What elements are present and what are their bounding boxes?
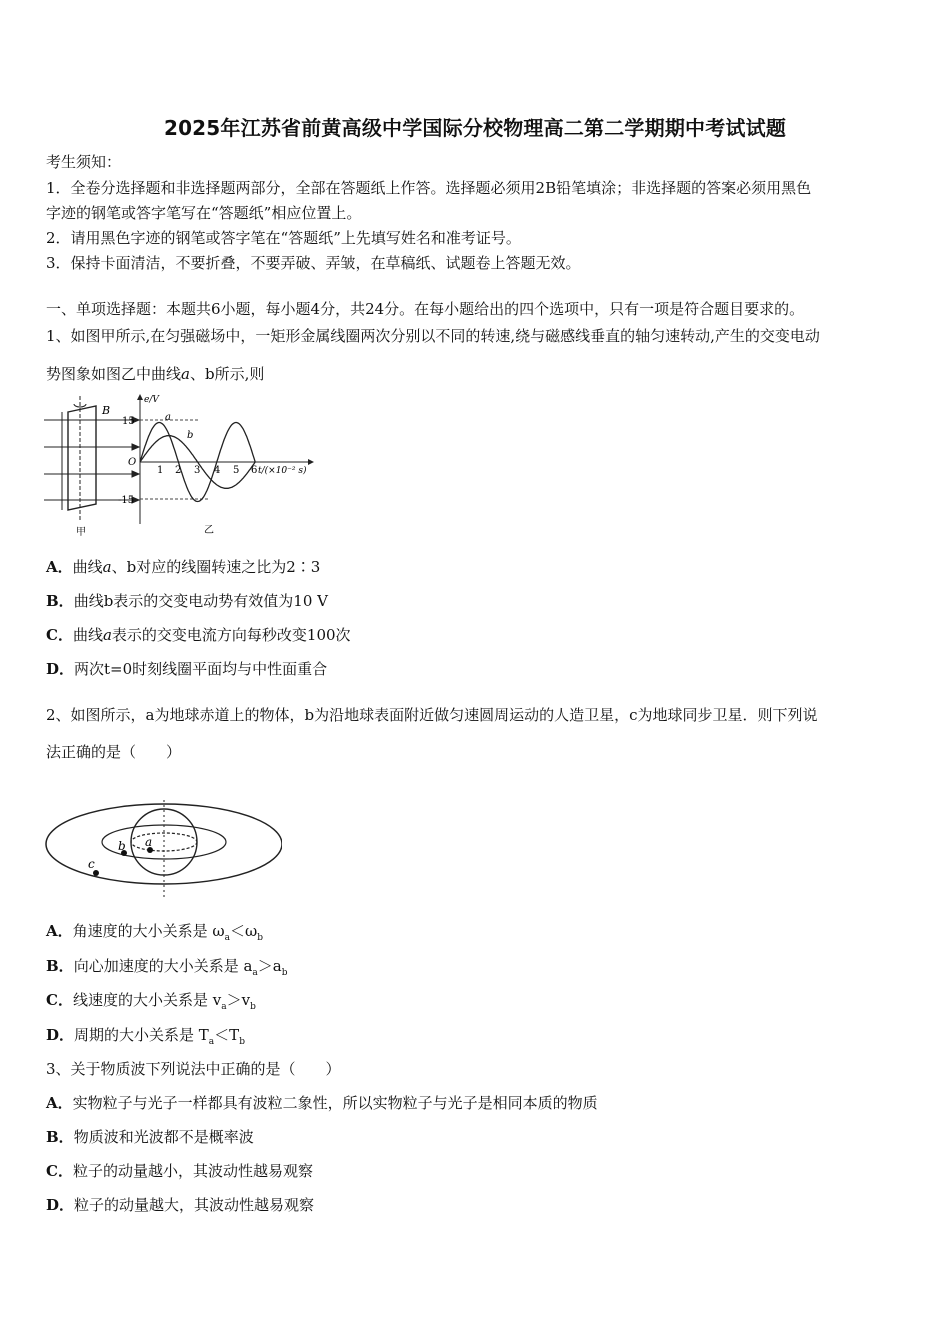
tick-t4: 4 <box>214 465 221 476</box>
tick-15: 15 <box>122 416 135 427</box>
q1-stem: 1、如图甲所示,在匀强磁场中，一矩形金属线圈两次分别以不同的转速,绕与磁感线垂直的轴匀速转动,产生的交变电动 <box>46 327 820 345</box>
arrow-icon <box>308 459 314 465</box>
option-text: 曲线b表示的交变电动势有效值为10 V <box>73 592 328 610</box>
option-letter: C． <box>46 1162 73 1180</box>
notice-item-1-cont: 字迹的钢笔或答字笔写在“答题纸”相应位置上。 <box>46 204 362 222</box>
subscript: a <box>208 1037 215 1047</box>
q2-orbit-figure <box>42 782 282 902</box>
q2-stem: 2、如图所示，a为地球赤道上的物体，b为沿地球表面附近做匀速圆周运动的人造卫星，c为地球同步卫星．则下列说 <box>46 706 818 724</box>
q1-option-d[interactable] <box>46 659 327 679</box>
option-letter: A． <box>46 558 73 576</box>
option-letter: D． <box>46 1196 75 1214</box>
section-heading: 一、单项选择题：本题共6小题，每小题4分，共24分。在每小题给出的四个选项中，只有一项是符合题目要求的。 <box>46 300 805 318</box>
option-letter: B． <box>46 1128 74 1146</box>
arrow-icon <box>132 444 139 450</box>
option-text: 粒子的动量越大，其波动性越易观察 <box>74 1196 315 1214</box>
q3-option-c[interactable] <box>46 1161 313 1181</box>
option-var: a <box>102 626 112 644</box>
option-text: 曲线 <box>72 558 103 576</box>
arrow-icon <box>132 471 139 477</box>
label-c: c <box>88 857 95 871</box>
curve-a-label: a <box>165 412 171 423</box>
option-text: 物质波和光波都不是概率波 <box>73 1128 254 1146</box>
q1-option-c[interactable] <box>46 625 351 645</box>
option-letter: D． <box>46 1026 75 1044</box>
label-a: a <box>145 835 153 849</box>
tick-t3: 3 <box>194 465 201 476</box>
option-letter: A． <box>46 1094 73 1112</box>
q1-option-b[interactable] <box>46 591 328 611</box>
option-letter: B． <box>46 592 74 610</box>
q3-option-b[interactable] <box>46 1127 254 1147</box>
option-letter: D． <box>46 660 75 678</box>
subscript: b <box>257 933 264 943</box>
option-text: 线速度的大小关系是 v <box>72 991 222 1009</box>
option-text: 周期的大小关系是 T <box>74 1026 209 1044</box>
option-text: 实物粒子与光子一样都具有波粒二象性，所以实物粒子与光子是相同本质的物质 <box>72 1094 598 1112</box>
option-text-2: ＜T <box>214 1026 240 1044</box>
option-text-2: 表示的交变电流方向每秒改变100次 <box>111 626 351 644</box>
option-text: 两次t=0时刻线圈平面均与中性面重合 <box>74 660 328 678</box>
tick-t5: 5 <box>233 465 240 476</box>
option-letter: C． <box>46 626 73 644</box>
option-text: 曲线 <box>72 626 103 644</box>
option-text: 向心加速度的大小关系是 a <box>73 957 253 975</box>
t-axis-label: t/(×10⁻² s) <box>258 466 307 476</box>
subscript: a <box>252 968 258 978</box>
page-title: 2025年江苏省前黄高级中学国际分校物理高二第二学期期中考试试题 <box>163 116 787 140</box>
subscript: b <box>239 1037 245 1047</box>
q1-option-a[interactable] <box>46 557 320 577</box>
field-label-B: B <box>102 404 111 417</box>
option-letter: C． <box>46 991 73 1009</box>
q1-stem-text: 势图象如图乙中曲线 <box>46 365 182 383</box>
emf-graph <box>118 394 314 536</box>
option-text-2: ＜ω <box>230 922 258 940</box>
q1-stem-cont <box>46 364 264 384</box>
tick-t2: 2 <box>175 465 182 476</box>
coil-rectangle <box>68 406 96 510</box>
figure-label-yi: 乙 <box>204 525 214 536</box>
q2-option-b[interactable] <box>46 956 288 983</box>
q3-option-a[interactable] <box>46 1093 598 1113</box>
notice-item-2: 2．请用黑色字迹的钢笔或答字笔在“答题纸”上先填写姓名和准考证号。 <box>46 229 521 247</box>
e-axis-label: e/V <box>144 395 159 405</box>
tick-t6: 6 <box>251 465 258 476</box>
q3-stem: 3、关于物质波下列说法中正确的是（ ） <box>46 1060 341 1078</box>
label-b: b <box>118 839 126 853</box>
option-text: 粒子的动量越小，其波动性越易观察 <box>72 1162 313 1180</box>
tick-t1: 1 <box>157 465 164 476</box>
curve-b-label: b <box>187 430 194 441</box>
q3-option-d[interactable] <box>46 1195 314 1215</box>
subscript: a <box>224 933 231 943</box>
q1-figure <box>40 392 330 542</box>
notice-heading: 考生须知： <box>46 153 122 171</box>
subscript: a <box>221 1002 227 1012</box>
arrow-icon <box>137 394 143 400</box>
subscript: b <box>281 968 288 978</box>
q1-stem-text-2: 、b所示,则 <box>189 365 265 383</box>
option-text-2: 、b对应的线圈转速之比为2∶3 <box>111 558 321 576</box>
origin-label: O <box>128 457 137 468</box>
q2-option-a[interactable] <box>46 921 263 948</box>
option-text: 角速度的大小关系是 ω <box>72 922 225 940</box>
notice-item-1: 1．全卷分选择题和非选择题两部分，全部在答题纸上作答。选择题必须用2B铅笔填涂；非选择题的答案必须用黑色 <box>46 179 812 197</box>
option-text-2: ＞v <box>226 991 251 1009</box>
option-letter: A． <box>46 922 73 940</box>
q2-option-c[interactable] <box>46 990 256 1017</box>
option-letter: B． <box>46 957 74 975</box>
notice-item-3: 3．保持卡面清洁，不要折叠，不要弄破、弄皱，在草稿纸、试题卷上答题无效。 <box>46 254 581 272</box>
tick-neg15: -15 <box>118 495 135 506</box>
q2-stem-cont: 法正确的是（ ） <box>46 743 182 761</box>
option-text-2: ＞a <box>257 957 282 975</box>
figure-label-jia: 甲 <box>76 527 86 538</box>
subscript: b <box>250 1002 256 1012</box>
q2-option-d[interactable] <box>46 1025 245 1052</box>
q1-stem-var: a <box>181 365 190 383</box>
option-var: a <box>102 558 112 576</box>
